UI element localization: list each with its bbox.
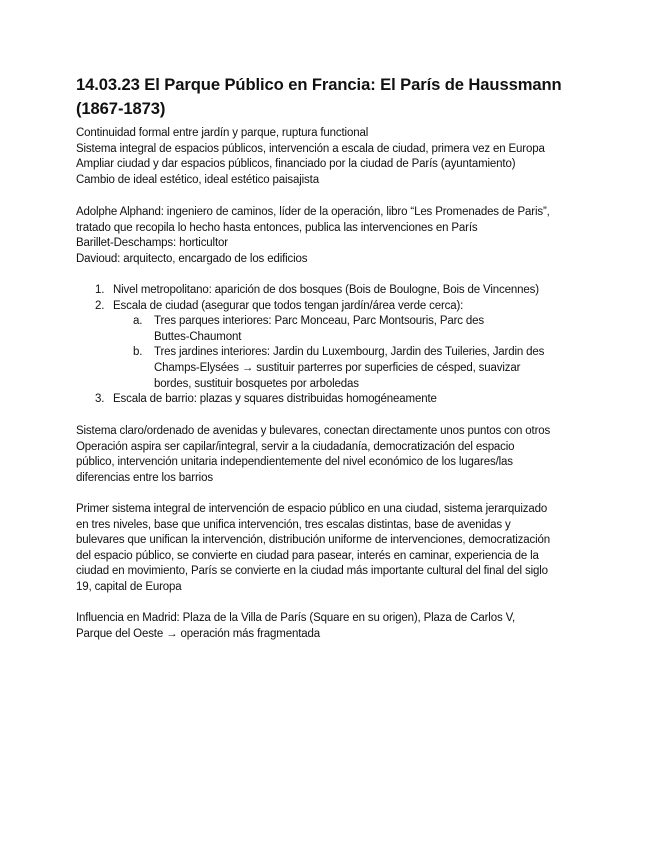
text-line: del espacio público, se convierte en ciudad para pasear, interés en caminar, experiencia de la	[76, 549, 539, 562]
sub-list-item	[76, 345, 596, 392]
text-line: Cambio de ideal estético, ideal estético paisajista	[76, 173, 319, 186]
list-item-text: Buttes-Chaumont	[154, 330, 242, 343]
text-line: público, intervención unitaria independientemente del nivel económico de los lugares/las	[76, 456, 513, 469]
list-item-text: Tres jardines interiores: Jardin du Luxembourg, Jardin des Tuileries, Jardin des	[154, 346, 545, 359]
list-item-text: bordes, sustituir bosquetes por arboledas	[154, 377, 359, 390]
paragraph-system	[76, 424, 596, 486]
text-line: Primer sistema integral de intervención de espacio público en una ciudad, sistema jerarquizado	[76, 503, 548, 515]
list-number: 2.	[95, 299, 105, 312]
list-letter: b.	[133, 346, 143, 359]
text-line: Barillet-Deschamps: horticultor	[76, 237, 228, 250]
text-line: Operación aspira ser capilar/integral, servir a la ciudadanía, democratización del espacio	[76, 440, 515, 453]
text-line: Sistema integral de espacios públicos, intervención a escala de ciudad, primera vez en Europa	[76, 142, 545, 155]
list-item-text: Tres parques interiores: Parc Monceau, Parc Montsouris, Parc des	[154, 315, 485, 328]
paragraph-people	[76, 205, 596, 267]
title-line-2: (1867-1873)	[76, 99, 166, 118]
list-letter: a.	[133, 315, 143, 328]
list-item-text: Nivel metropolitano: aparición de dos bosques (Bois de Boulogne, Bois de Vincennes)	[113, 284, 539, 296]
list-item	[76, 283, 596, 299]
paragraph-summary	[76, 502, 596, 596]
page-title	[76, 73, 576, 121]
list-number: 3.	[95, 393, 105, 406]
list-item	[76, 299, 596, 315]
list-item-text: Escala de barrio: plazas y squares distribuidas homogéneamente	[113, 393, 437, 406]
list-item	[76, 392, 596, 408]
text-line: tratado que recopila lo hecho hasta entonces, publica las intervenciones en París	[76, 221, 478, 234]
paragraph-intro	[76, 126, 596, 188]
sub-list-item	[76, 314, 596, 345]
text-line: Ampliar ciudad y dar espacios públicos, financiado por la ciudad de París (ayuntamiento)	[76, 158, 516, 171]
text-line: bulevares que unifican la intervención, distribución uniforme de intervenciones, democratización	[76, 534, 550, 547]
text-line: Sistema claro/ordenado de avenidas y bulevares, conectan directamente unos puntos con otros	[76, 425, 551, 437]
paragraph-madrid	[76, 611, 596, 642]
text-line: Continuidad formal entre jardín y parque, ruptura functional	[76, 127, 369, 139]
list-item-text: Escala de ciudad (asegurar que todos tengan jardín/área verde cerca):	[113, 299, 464, 312]
list-number: 1.	[95, 284, 105, 296]
text-line: 19, capital de Europa	[76, 580, 182, 593]
text-line: diferencias entre los barrios	[76, 471, 213, 484]
text-line: en tres niveles, base que unifica intervención, tres escalas distintas, base de avenidas y	[76, 518, 511, 531]
text-line: Influencia en Madrid: Plaza de la Villa de París (Square en su origen), Plaza de Carlos V,	[76, 612, 516, 624]
text-line: Parque del Oeste → operación más fragmentada	[76, 627, 320, 640]
scales-list	[76, 283, 596, 408]
title-line-1: 14.03.23 El Parque Público en Francia: El París de Haussmann	[76, 75, 562, 94]
list-item-text: Champs-Elysées → sustituir parterres por superficies de césped, suavizar	[154, 361, 521, 374]
text-line: Adolphe Alphand: ingeniero de caminos, líder de la operación, libro “Les Promenades de Paris”,	[76, 206, 550, 218]
text-line: Davioud: arquitecto, encargado de los edificios	[76, 252, 308, 265]
text-line: ciudad en movimiento, París se convierte en la ciudad más importante cultural del final del siglo	[76, 565, 548, 578]
